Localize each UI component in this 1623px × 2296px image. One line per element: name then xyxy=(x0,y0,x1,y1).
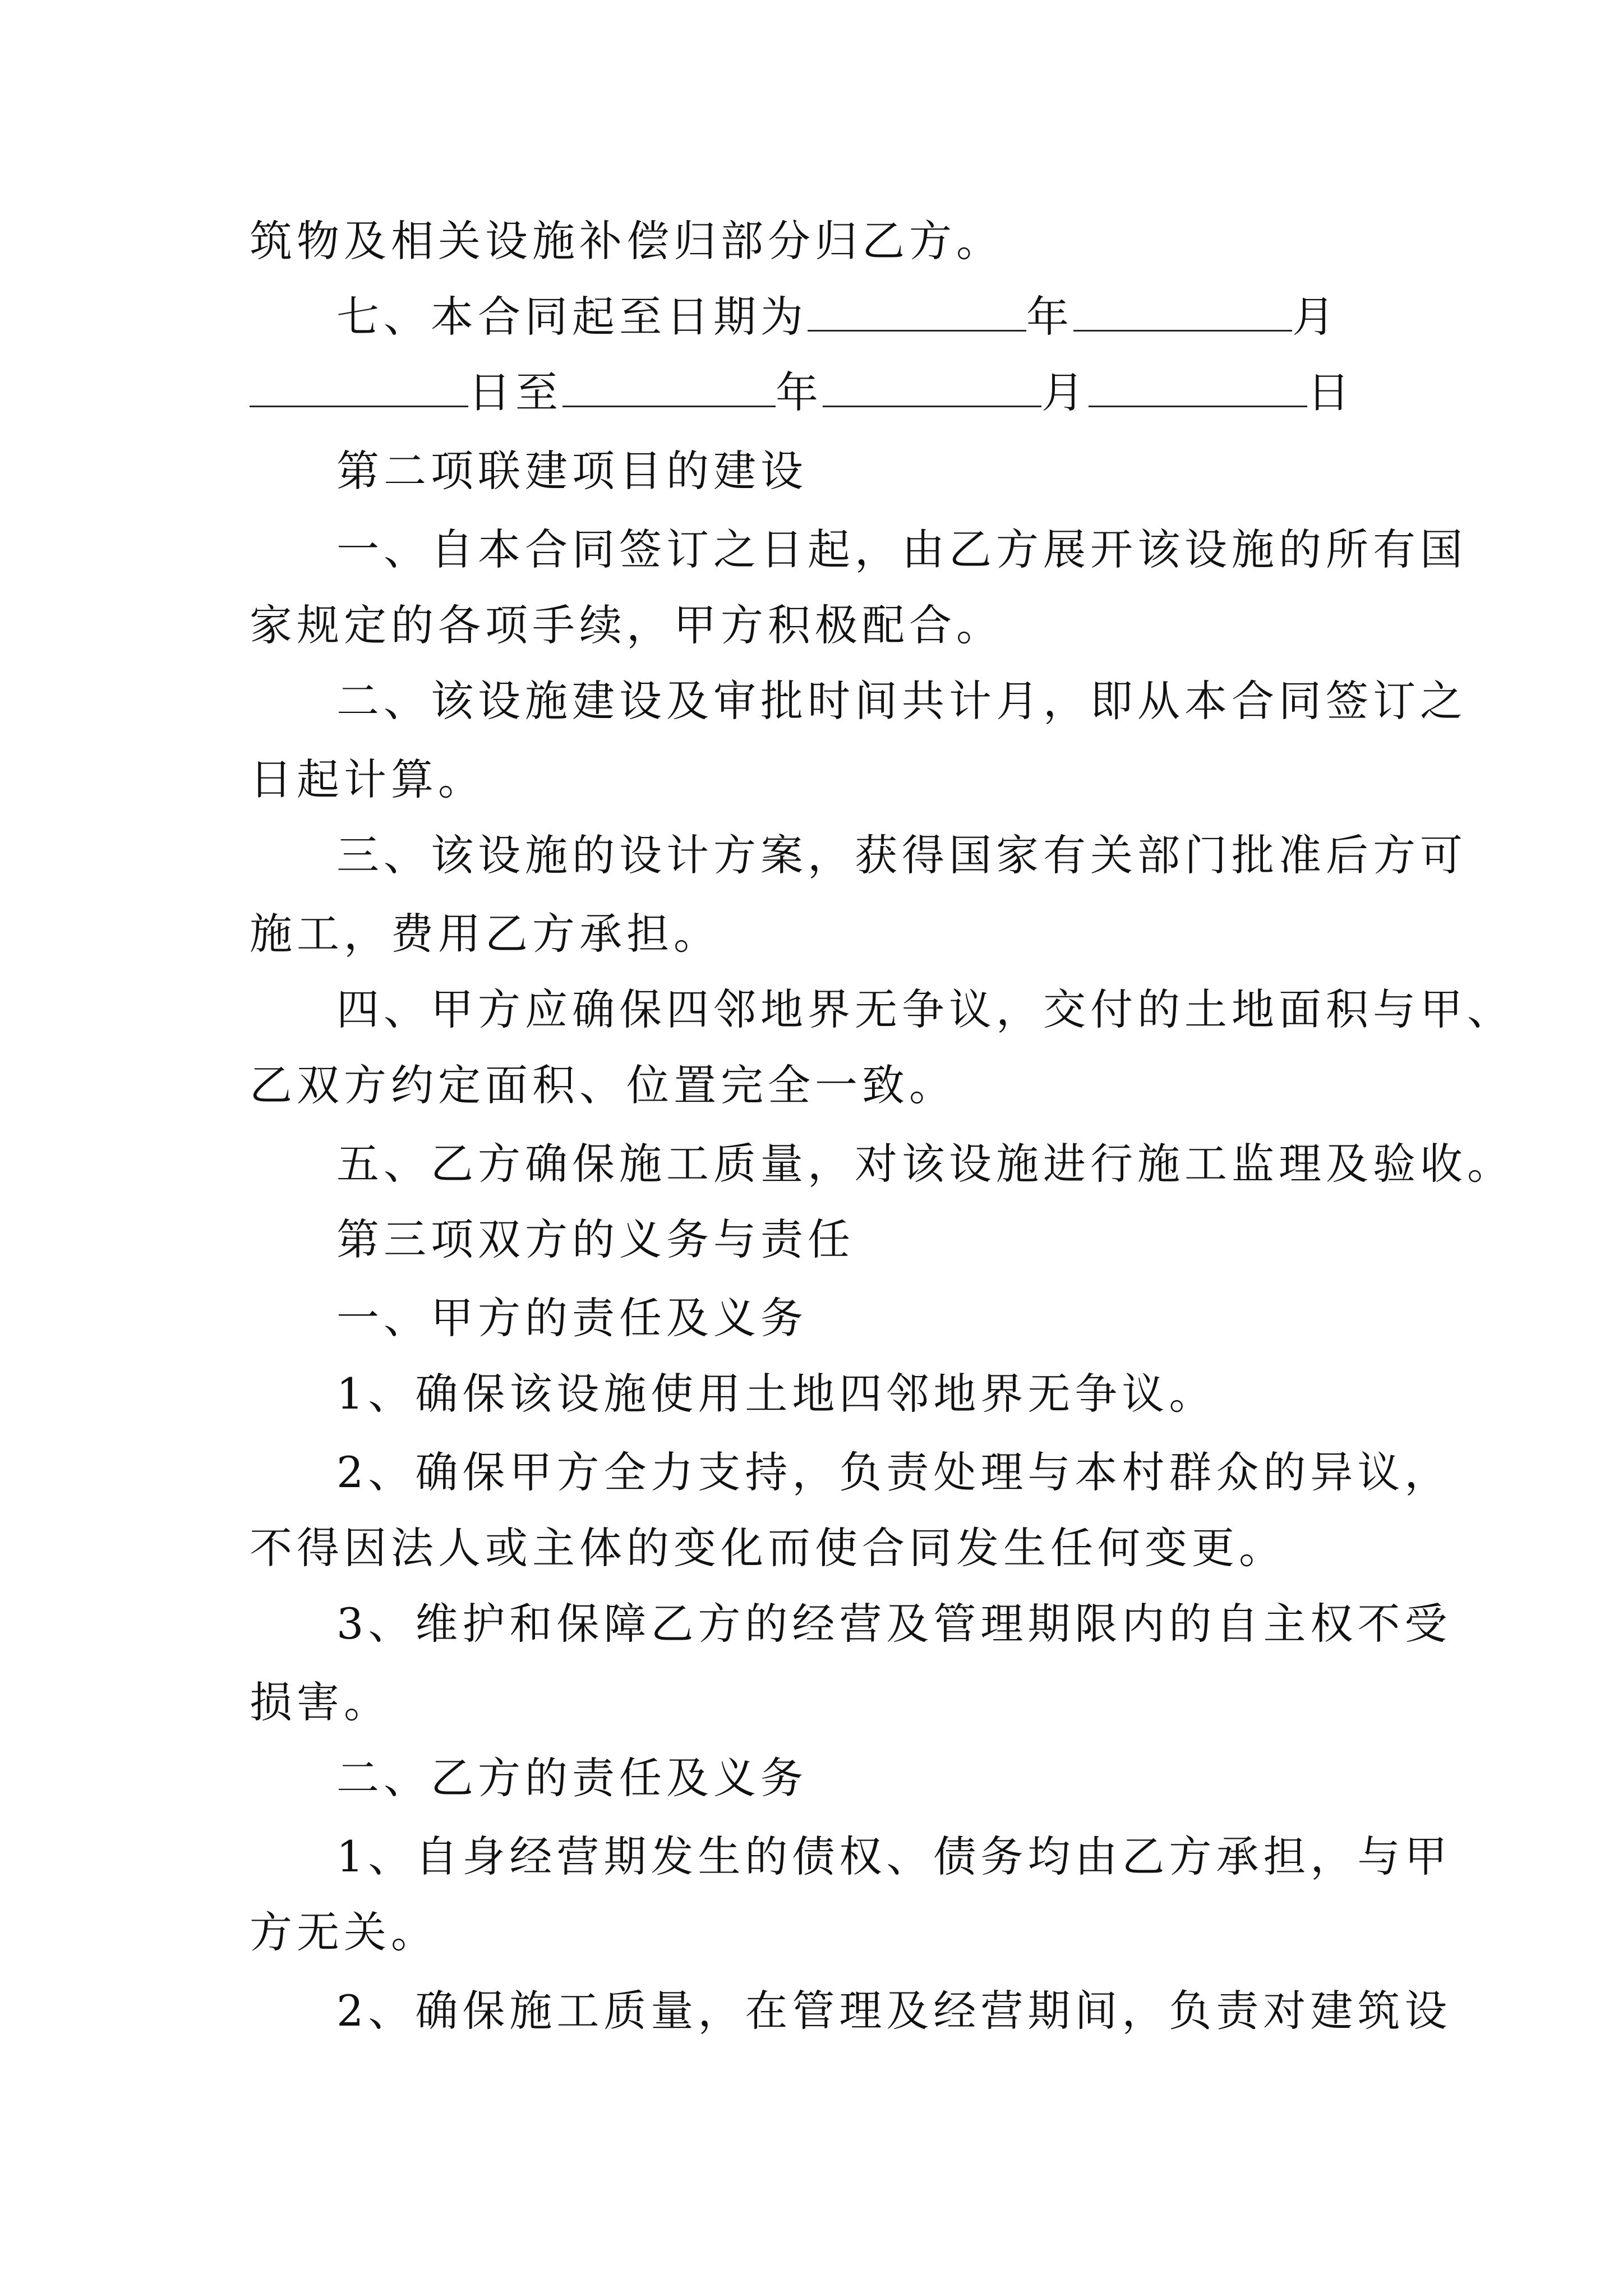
blank-field[interactable] xyxy=(250,366,468,407)
term-clause-prefix: 七、本合同起至日期为 xyxy=(336,292,808,342)
subsection-heading: 二、乙方的责任及义务 xyxy=(336,1753,808,1803)
text-line: 三、该设施的设计方案，获得国家有关部门批准后方可 xyxy=(336,830,1467,880)
text-line: 二、该设施建设及审批时间共计月，即从本合同签订之 xyxy=(336,676,1467,726)
section-heading: 第三项双方的义务与责任 xyxy=(336,1214,855,1264)
text-line: 2、确保甲方全力支持，负责处理与本村群众的异议， xyxy=(336,1447,1452,1497)
term-clause-day-2: 日 xyxy=(1307,367,1354,417)
blank-field[interactable] xyxy=(1089,366,1307,407)
term-clause-year-1: 年 xyxy=(1026,292,1073,342)
blank-field[interactable] xyxy=(562,366,776,407)
term-clause-day-1: 日至 xyxy=(468,367,562,417)
text-line: 五、乙方确保施工质量，对该设施进行施工监理及验收。 xyxy=(336,1139,1514,1189)
blank-field[interactable] xyxy=(808,291,1026,332)
text-line: 2、确保施工质量，在管理及经营期间，负责对建筑设 xyxy=(336,1986,1452,2036)
term-clause-month-2: 月 xyxy=(1041,367,1089,417)
section-heading: 第二项联建项目的建设 xyxy=(336,446,808,496)
text-line: 1、确保该设施使用土地四邻地界无争议。 xyxy=(336,1369,1216,1419)
text-line: 3、维护和保障乙方的经营及管理期限内的自主权不受 xyxy=(336,1599,1452,1649)
text-line: 四、甲方应确保四邻地界无争议，交付的土地面积与甲、 xyxy=(336,984,1514,1034)
text-line: 乙双方约定面积、位置完全一致。 xyxy=(250,1060,956,1110)
blank-field[interactable] xyxy=(823,366,1041,407)
text-line: 不得因法人或主体的变化而使合同发生任何变更。 xyxy=(250,1523,1286,1573)
text-line: 1、自身经营期发生的债权、债务均由乙方承担，与甲 xyxy=(336,1832,1452,1881)
text-line: 施工，费用乙方承担。 xyxy=(250,909,721,959)
text-line: 家规定的各项手续，甲方积极配合。 xyxy=(250,600,1003,650)
text-line: 一、自本合同签订之日起，由乙方展开该设施的所有国 xyxy=(336,524,1467,574)
term-clause-line-1 xyxy=(336,289,1402,345)
blank-field[interactable] xyxy=(1073,291,1292,332)
text-line: 方无关。 xyxy=(250,1907,438,1957)
text-line: 损害。 xyxy=(250,1677,391,1727)
term-clause-month-1: 月 xyxy=(1292,292,1339,342)
text-line: 筑物及相关设施补偿归部分归乙方。 xyxy=(250,216,1003,266)
term-clause-line-2 xyxy=(250,365,1399,421)
subsection-heading: 一、甲方的责任及义务 xyxy=(336,1293,808,1343)
text-line: 日起计算。 xyxy=(250,754,485,804)
term-clause-year-2: 年 xyxy=(776,367,823,417)
